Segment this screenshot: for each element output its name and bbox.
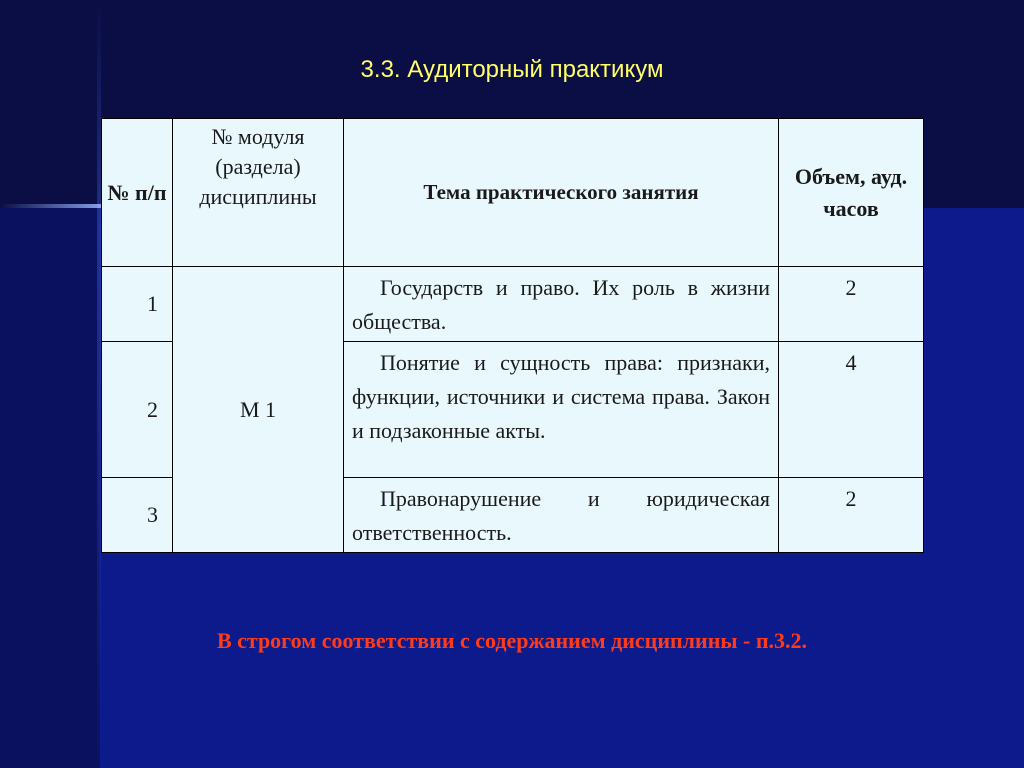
background-left	[0, 208, 100, 768]
row-num: 2	[102, 342, 173, 478]
header-volume: Объем, ауд. часов	[779, 119, 924, 267]
module-cell: М 1	[173, 267, 344, 553]
row-num: 1	[102, 267, 173, 342]
slide-title: 3.3. Аудиторный практикум	[360, 56, 664, 83]
row-num: 3	[102, 478, 173, 553]
row-volume: 2	[779, 267, 924, 342]
row-topic: Правонарушение и юридическая ответственность.	[344, 478, 779, 553]
header-num: № п/п	[102, 119, 173, 267]
decorative-stripe-horizontal	[0, 204, 105, 208]
row-topic: Государств и право. Их роль в жизни общества.	[344, 267, 779, 342]
row-volume: 2	[779, 478, 924, 553]
practicum-table	[101, 118, 924, 553]
header-topic: Тема практического занятия	[344, 119, 779, 267]
table-row	[102, 267, 924, 342]
footnote-text: В строгом соответствии с содержанием дисциплины - п.3.2.	[216, 628, 808, 653]
table-header-row	[102, 119, 924, 267]
header-module: № модуля (раздела) дисциплины	[173, 119, 344, 267]
row-volume: 4	[779, 342, 924, 478]
row-topic: Понятие и сущность права: признаки, функции, источники и система права. Закон и подзаконные акты.	[344, 342, 779, 478]
